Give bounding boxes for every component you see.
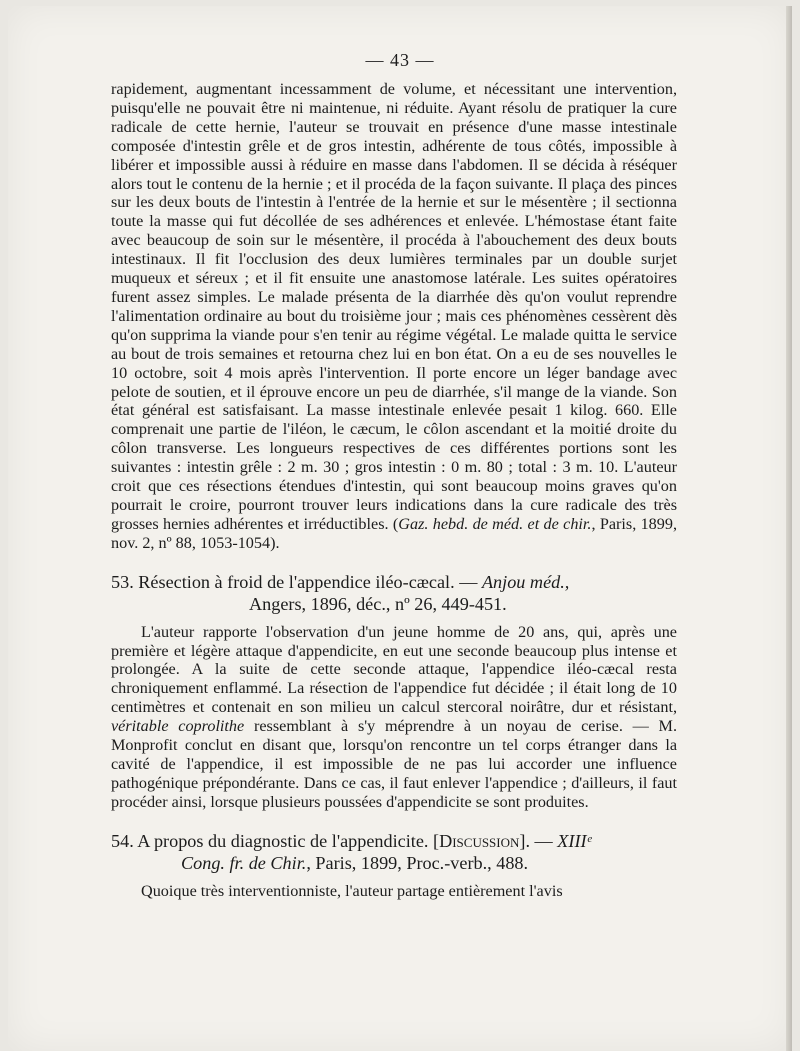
- entry-title-end: ]. —: [519, 830, 553, 851]
- entry-number: 53.: [111, 571, 134, 592]
- entry-54-abstract: Quoique très interventionniste, l'auteur partage entièrement l'avis: [141, 881, 563, 900]
- entry-title-text: Résection à froid de l'appendice iléo-cæcal. —: [138, 571, 478, 592]
- abstract-text-a: L'auteur rapporte l'observation d'un jeune homme de 20 ans, qui, après une première et légère attaque d'appendicite, en eut une seconde beaucoup plus intense et prolongée. A la suite de cette seconde attaque, l'appendice iléo-cæcal resta chroniquement enflammé. La résection de l'appendice fut décidée ; il était long de 10 centimètres et contenait en son milieu un calcul stercoral noirâtre, dur et résistant,: [111, 622, 677, 717]
- entry-congress-details: , Paris, 1899, Proc.-verb., 488.: [306, 852, 529, 873]
- page-body: [111, 80, 677, 901]
- scanned-page: [8, 6, 792, 1051]
- citation-journal: Gaz. hebd. de méd. et de chir.: [398, 514, 592, 533]
- abstract-text-b: ressemblant à s'y méprendre à un noyau de cerise. — M. Monprofit conclut en disant que, lorsqu'on rencontre un tel corps étranger dans la cavité de l'appendice, il est impossible de ne pas lui accorder une influence pathogénique prépondérante. Dans ce cas, il faut enlever l'appendice ; d'ailleurs, il faut procéder ainsi, lorsque plusieurs poussées d'appendicite se sont produites.: [111, 717, 678, 811]
- scan-edge: [786, 6, 792, 1051]
- abstract-italic: véritable coprolithe: [111, 717, 245, 736]
- entry-journal: Anjou méd.,: [481, 571, 570, 592]
- entry-details: Angers, 1896, déc., nº 26, 449-451.: [249, 593, 507, 614]
- entry-title-text: A propos du diagnostic de l'appendicite. [: [137, 830, 440, 851]
- paragraph-text: rapidement, augmentant incessamment de volume, et nécessitant une intervention, puisqu'elle ne pouvait être ni maintenue, ni réduite. Ayant résolu de pratiquer la cure radicale de cette hernie, l'auteur se trouvait en présence d'une masse intestinale composée d'intestin grêle et de gros intestin, adhérente de tous côtés, impossible à libérer et impossible aussi à réduire en masse dans l'abdomen. Il se décida à réséquer alors tout le contenu de la hernie ; et il procéda de la façon suivante. Il plaça des pinces sur les deux bouts de l'intestin à l'entrée de la hernie et sur le mésentère ; il sectionna toute la masse qui fut décollée de ses adhérences et enlevée. L'hémostase étant faite avec beaucoup de soin sur le mésentère, il procéda à l'abouchement des deux bouts intestinaux. Il fit l'occlusion des deux lumières terminales par un double surjet muqueux et séreux ; et il fit ensuite une anastomose latérale. Les suites opératoires furent assez simples. Le malade présenta de la diarrhée dès qu'on voulut reprendre l'alimentation ordinaire au bout du troisième jour ; mais ces phénomènes cessèrent dès qu'on supprima la viande pour s'en tenir au régime végétal. Le malade quitta le service au bout de trois semaines et retourna chez lui en bon état. On a eu de ses nouvelles le 10 octobre, soit 4 mois après l'intervention. Il porte encore un léger bandage avec pelote de soutien, et il éprouve encore un peu de diarrhée, s'il mange de la viande. Son état général est satisfaisant. La masse intestinale enlevée pesait 1 kilog. 660. Elle comprenait une partie de l'iléon, le cæcum, le côlon ascendant et la moitié droite du côlon transverse. Les longueurs respectives de ces différentes portions sont les suivantes : intestin grêle : 2 m. 30 ; gros intestin : 0 m. 80 ; total : 3 m. 10. L'auteur croit que ces résections étendues d'intestin, qui sont beaucoup moins graves qu'on pourrait le croire, pourront trouver leurs indications dans la cure radicale des très grosses hernies adhérentes et irréductibles. (: [111, 80, 677, 533]
- entry-54-title: [111, 830, 677, 874]
- entry-53-abstract: [111, 623, 677, 812]
- entry-53-title: [111, 571, 677, 615]
- entry-discussion: Discussion: [439, 830, 520, 851]
- entry-congress-name: Cong. fr. de Chir.: [181, 852, 307, 873]
- entry-details: [111, 852, 677, 874]
- entry-congress: XIIIᵉ: [557, 830, 592, 851]
- page-number: — 43 —: [365, 50, 435, 70]
- citation-details: , Paris, 1899, nov. 2, nº 88, 1053-1054).: [111, 514, 678, 552]
- entry-number: 54.: [111, 830, 134, 851]
- paragraph-continuation: [111, 80, 677, 553]
